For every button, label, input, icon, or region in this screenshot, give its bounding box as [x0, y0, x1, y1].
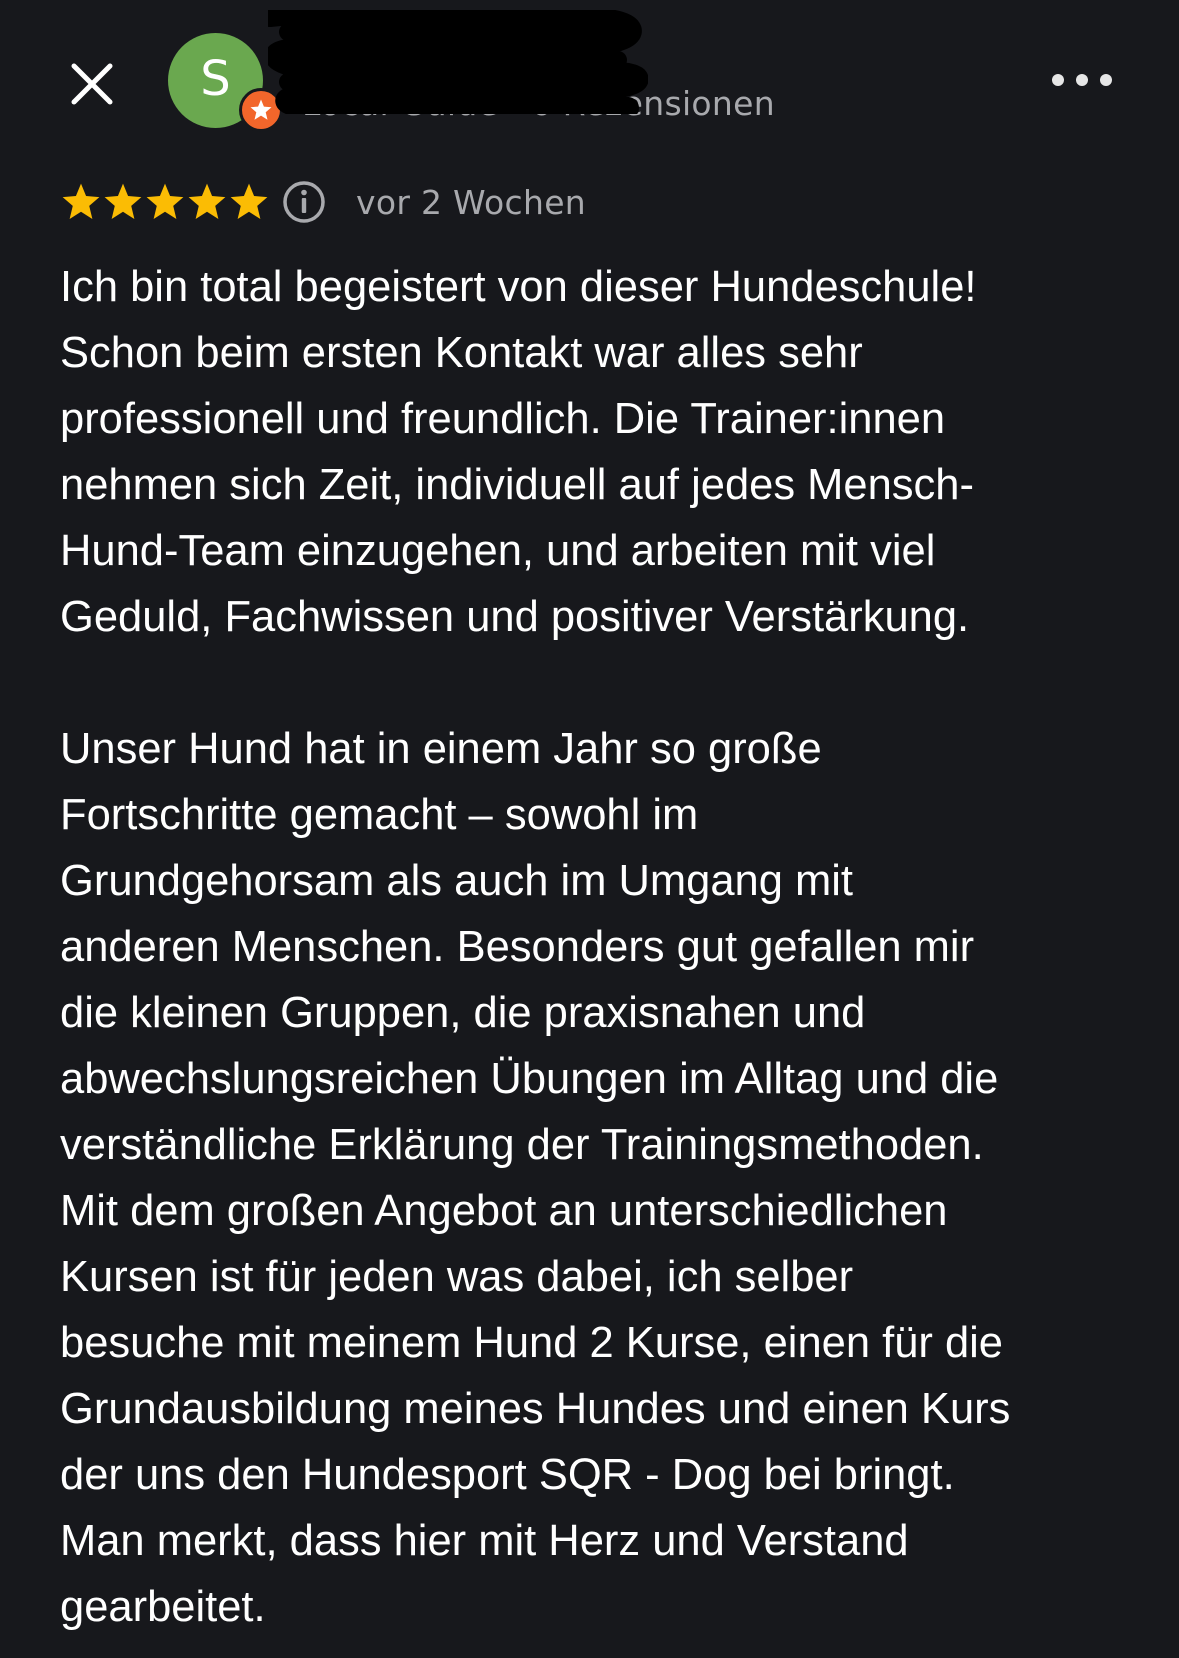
more-options-button[interactable]	[1052, 62, 1112, 98]
rating-row	[60, 176, 586, 228]
close-button[interactable]	[66, 58, 118, 110]
close-icon	[70, 62, 114, 106]
reviewer-name[interactable]: Sa··· P···	[302, 26, 449, 67]
star-icon	[102, 181, 144, 223]
star-icon	[60, 181, 102, 223]
star-rating	[60, 181, 270, 223]
more-dot-icon	[1052, 74, 1064, 86]
star-icon	[228, 181, 270, 223]
local-guide-star-icon	[249, 98, 273, 122]
info-icon[interactable]	[282, 180, 326, 224]
local-guide-badge	[239, 88, 283, 132]
star-icon	[186, 181, 228, 223]
review-date: vor 2 Wochen	[356, 182, 587, 222]
review-paragraph: Ich bin total begeistert von dieser Hundeschule! Schon beim ersten Kontakt war alles sehr professionell und freundlich. Die Trainer:innen nehmen sich Zeit, individuell auf jedes Mensch- Hund-Team einzugehen, und arbeiten mit viel Geduld, Fachwissen und positiver Verstärkung.	[60, 263, 977, 641]
review-header	[0, 0, 1179, 150]
review-paragraph: Unser Hund hat in einem Jahr so große Fortschritte gemacht – sowohl im Grundgehorsam als auch im Umgang mit anderen Menschen. Besonders gut gefallen mir die kleinen Gruppen, die praxisnahen und abwechslungsreichen Übungen im Alltag und die verständliche Erklärung der Trainingsmethoden. Mit dem großen Angebot an unterschiedlichen Kursen ist für jeden was dabei, ich selber besuche mit meinem Hund 2 Kurse, einen für die Grundausbildung meines Hundes und einen Kurs der uns den Hundesport SQR - Dog bei bringt. Man merkt, dass hier mit Herz und Verstand gearbeitet.	[60, 725, 1011, 1631]
more-dot-icon	[1076, 74, 1088, 86]
avatar-letter: S	[200, 50, 231, 107]
reviewer-meta: Local Guide · 6 Rezensionen	[302, 84, 775, 123]
more-dot-icon	[1100, 74, 1112, 86]
review-text	[60, 254, 1150, 1640]
star-icon	[144, 181, 186, 223]
